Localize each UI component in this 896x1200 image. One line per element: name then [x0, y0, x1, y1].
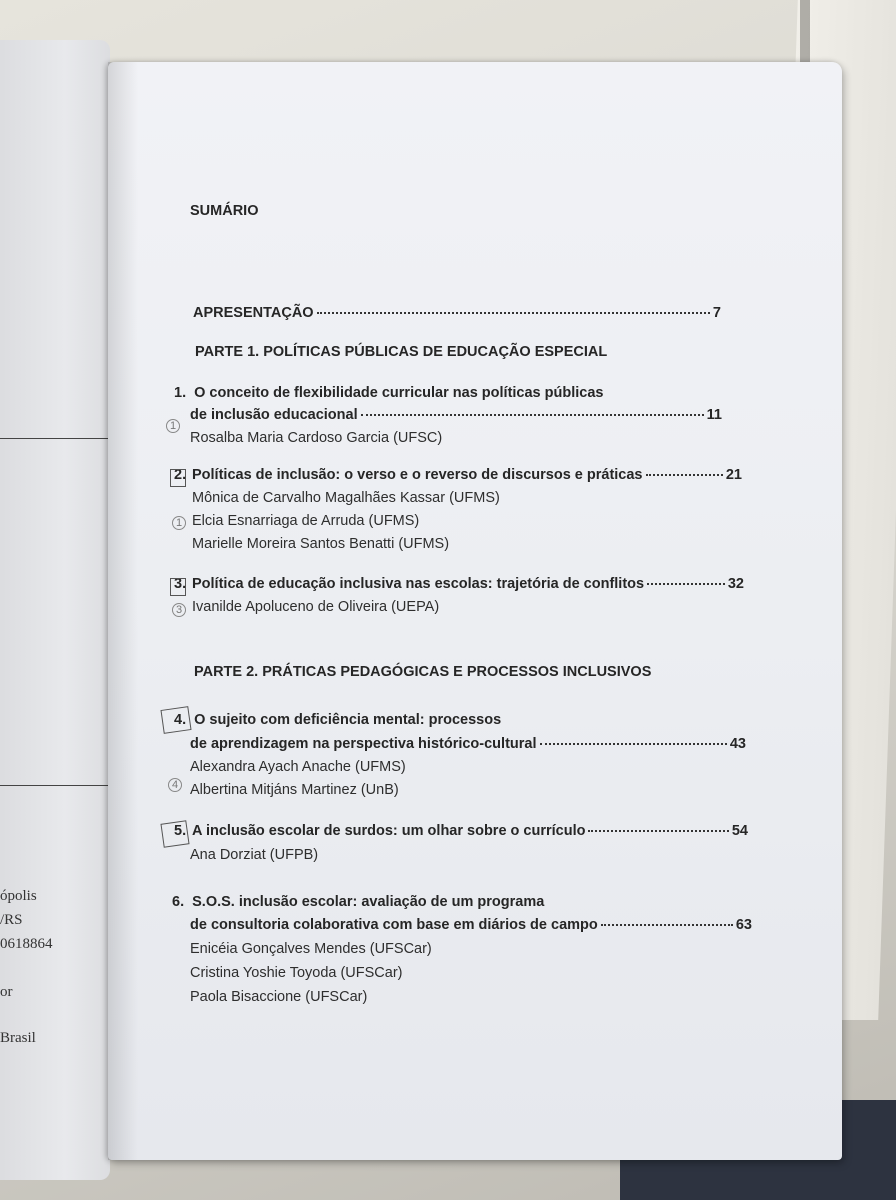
entry-number: 5. — [174, 823, 187, 839]
page-number: 7 — [712, 305, 721, 321]
entry-title-line — [174, 385, 603, 401]
left-page-rule — [0, 438, 110, 439]
entry-author: Ivanilde Apoluceno de Oliveira (UEPA) — [192, 599, 440, 615]
left-page-text: /RS — [0, 912, 23, 928]
entry-title-line — [190, 917, 752, 933]
presentation-label: APRESENTAÇÃO — [193, 305, 314, 321]
left-page-text: or — [0, 984, 13, 1000]
entry-title-line — [190, 407, 722, 423]
left-page-text: ópolis — [0, 888, 37, 904]
handwritten-mark: 4 — [168, 778, 182, 792]
part2-heading: PARTE 2. PRÁTICAS PEDAGÓGICAS E PROCESSOS INCLUSIVOS — [194, 664, 652, 680]
entry-number: 3. — [174, 576, 187, 592]
dot-leader — [588, 830, 728, 832]
handwritten-mark: 3 — [172, 603, 186, 617]
page-number: 21 — [725, 467, 742, 483]
entry-title-line — [190, 736, 746, 752]
page-number: 63 — [735, 917, 752, 933]
entry-title: de aprendizagem na perspectiva histórico-cultural — [190, 736, 537, 752]
dot-leader — [646, 474, 723, 476]
entry-title-line — [174, 576, 744, 592]
left-page-text: Brasil — [0, 1030, 36, 1046]
entry-title: Políticas de inclusão: o verso e o reverso de discursos e práticas — [192, 467, 643, 483]
entry-title: de consultoria colaborativa com base em diários de campo — [190, 917, 598, 933]
entry-title: Política de educação inclusiva nas escolas: trajetória de conflitos — [192, 576, 645, 592]
entry-author: Elcia Esnarriaga de Arruda (UFMS) — [192, 513, 420, 529]
entry-title: S.O.S. inclusão escolar: avaliação de um programa — [192, 894, 545, 910]
entry-author: Paola Bisaccione (UFSCar) — [190, 989, 368, 1005]
entry-title-line — [174, 467, 742, 483]
entry-title-line — [172, 894, 544, 910]
entry-author: Rosalba Maria Cardoso Garcia (UFSC) — [190, 430, 443, 446]
dot-leader — [647, 583, 725, 585]
entry-number: 1. — [174, 385, 187, 401]
dot-leader — [317, 312, 710, 314]
entry-number: 4. — [174, 712, 187, 728]
entry-title: O conceito de flexibilidade curricular nas políticas públicas — [194, 385, 604, 401]
handwritten-box — [160, 820, 189, 847]
handwritten-box — [160, 706, 191, 734]
handwritten-mark: 1 — [172, 516, 186, 530]
entry-author: Ana Dorziat (UFPB) — [190, 847, 319, 863]
dot-leader — [540, 743, 727, 745]
dot-leader — [361, 414, 704, 416]
entry-title: O sujeito com deficiência mental: processos — [194, 712, 502, 728]
handwritten-box — [170, 469, 186, 487]
left-page-rule — [0, 785, 110, 786]
page-number: 32 — [727, 576, 744, 592]
entry-author: Enicéia Gonçalves Mendes (UFSCar) — [190, 941, 432, 957]
entry-author: Alexandra Ayach Anache (UFMS) — [190, 759, 406, 775]
toc-title: SUMÁRIO — [190, 203, 259, 219]
left-page-text: 0618864 — [0, 936, 53, 952]
entry-title: A inclusão escolar de surdos: um olhar sobre o currículo — [192, 823, 586, 839]
entry-number: 6. — [172, 894, 185, 910]
entry-author: Cristina Yoshie Toyoda (UFSCar) — [190, 965, 403, 981]
page-number: 11 — [706, 407, 722, 423]
entry-author: Albertina Mitjáns Martinez (UnB) — [190, 782, 399, 798]
left-page — [0, 40, 110, 1180]
toc-page — [108, 62, 842, 1160]
entry-number: 2. — [174, 467, 187, 483]
entry-title-line — [174, 823, 748, 839]
page-number: 43 — [729, 736, 746, 752]
entry-title-line — [174, 712, 501, 728]
dot-leader — [601, 924, 733, 926]
entry-author: Marielle Moreira Santos Benatti (UFMS) — [192, 536, 450, 552]
page-number: 54 — [731, 823, 748, 839]
entry-author: Mônica de Carvalho Magalhães Kassar (UFMS) — [192, 490, 500, 506]
part1-heading: PARTE 1. POLÍTICAS PÚBLICAS DE EDUCAÇÃO ESPECIAL — [195, 344, 608, 360]
handwritten-box — [170, 578, 186, 596]
entry-title: de inclusão educacional — [190, 407, 358, 423]
toc-presentation[interactable] — [193, 305, 721, 321]
handwritten-mark: 1 — [166, 419, 180, 433]
